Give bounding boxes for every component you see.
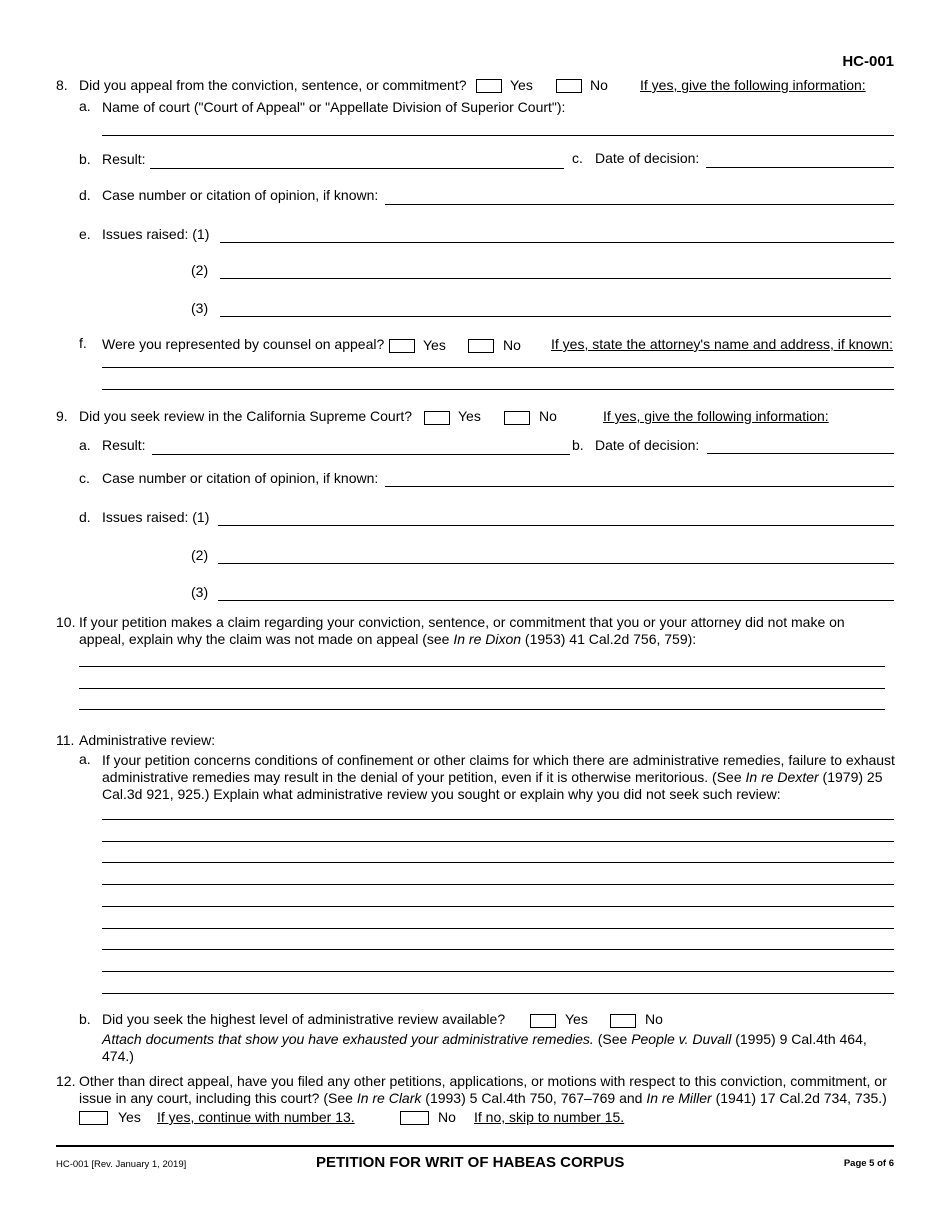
q9d-issue-1-field[interactable] [218,525,894,526]
q11a-answer-line-8[interactable] [102,971,894,972]
q9c-letter: c. [79,470,90,486]
q8e-issue-2-field[interactable] [220,278,891,279]
q9d-issue-2-field[interactable] [218,563,894,564]
q8-yes-checkbox[interactable] [476,79,502,93]
q12-case-name-2: In re Miller [646,1090,712,1106]
q8-if-yes-instruction: If yes, give the following information: [640,77,866,93]
q12-line-2-post: (1941) 17 Cal.2d 734, 735.) [711,1090,887,1106]
q11b-note-line-1 [102,1031,867,1047]
q8c-letter: c. [572,150,583,166]
q9d-issue-3-label: (3) [191,584,209,600]
q11a-line-2-post: (1979) 25 [818,769,883,785]
q8f-attorney-line-2[interactable] [102,389,894,390]
q9d-issue-3-field[interactable] [218,600,894,601]
q12-no-label: No [438,1109,456,1125]
q10-number: 10. [56,614,76,630]
q11b-no-checkbox[interactable] [610,1014,636,1028]
q10-line-2 [79,631,696,647]
footer-rule [56,1145,894,1147]
q9-if-yes-instruction: If yes, give the following information: [603,408,829,424]
q10-line-2-post: (1953) 41 Cal.2d 756, 759): [521,631,697,647]
q11b-yes-checkbox[interactable] [530,1014,556,1028]
q11-number: 11. [56,732,75,748]
q8f-no-checkbox[interactable] [468,339,494,353]
q8c-date-field[interactable] [706,167,894,168]
q12-no-checkbox[interactable] [400,1111,429,1125]
q11-title: Administrative review: [79,732,216,748]
q12-number: 12. [56,1073,76,1089]
q11a-letter: a. [79,751,91,767]
q8b-result-field[interactable] [150,168,564,169]
q11b-letter: b. [79,1011,91,1027]
q11a-answer-line-2[interactable] [102,841,894,842]
q10-answer-line-1[interactable] [79,666,885,667]
q11a-answer-line-1[interactable] [102,819,894,820]
q11b-note-pre: (See [593,1031,632,1047]
q11a-answer-line-5[interactable] [102,906,894,907]
q12-if-yes-instruction: If yes, continue with number 13. [157,1109,355,1125]
q9-no-checkbox[interactable] [504,411,530,425]
q12-case-name-1: In re Clark [356,1090,422,1106]
q8f-yes-checkbox[interactable] [389,339,415,353]
q11b-note-line-2: 474.) [102,1048,134,1064]
q8f-label: Were you represented by counsel on appeal? [102,336,385,352]
q12-line-1: Other than direct appeal, have you filed any other petitions, applications, or motions with respect to this conviction, commitment, or [79,1073,887,1089]
q11a-line-2 [102,769,882,785]
q11a-line-2-pre: administrative remedies may result in the denial of your petition, even if it is otherwise meritorious. (See [102,769,746,785]
q12-yes-label: Yes [118,1109,141,1125]
q8-no-checkbox[interactable] [556,79,582,93]
q8e-letter: e. [79,226,91,242]
q8f-no-label: No [503,337,521,353]
q8a-label: Name of court ("Court of Appeal" or "Appellate Division of Superior Court"): [102,99,566,115]
q11a-answer-line-3[interactable] [102,862,894,863]
q11a-answer-line-7[interactable] [102,949,894,950]
q8b-label: Result: [102,151,146,167]
q9b-date-field[interactable] [707,453,894,454]
q8e-issue-3-field[interactable] [220,316,891,317]
q8b-letter: b. [79,151,91,167]
q9b-letter: b. [572,437,584,453]
q11b-label: Did you seek the highest level of administrative review available? [102,1011,506,1027]
q11a-line-3: Cal.3d 921, 925.) Explain what administrative review you sought or explain why you did not seek such review: [102,786,781,802]
q11b-note-italic: Attach documents that show you have exhausted your administrative remedies. [102,1031,594,1047]
q10-case-name: In re Dixon [453,631,522,647]
q10-line-1: If your petition makes a claim regarding your conviction, sentence, or commitment that you or your attorney did not make on [79,614,845,630]
q11a-case-name: In re Dexter [745,769,819,785]
q11a-answer-line-4[interactable] [102,884,894,885]
q8a-court-name-field[interactable] [102,135,894,136]
q8a-letter: a. [79,98,91,114]
q9-yes-label: Yes [458,408,481,424]
q8e-label: Issues raised: (1) [102,226,210,242]
q8f-letter: f. [79,335,87,351]
q8-number: 8. [56,77,68,93]
q8e-issue-3-label: (3) [191,300,209,316]
q12-line-2-mid: (1993) 5 Cal.4th 750, 767–769 and [421,1090,647,1106]
q11b-no-label: No [645,1011,663,1027]
q8e-issue-1-field[interactable] [220,242,894,243]
q11a-answer-line-9[interactable] [102,993,894,994]
footer-page-number: Page 5 of 6 [843,1158,894,1169]
q8d-case-number-field[interactable] [385,204,894,205]
q12-line-2-pre: issue in any court, including this court? (See [79,1090,357,1106]
q9d-letter: d. [79,509,91,525]
form-id: HC-001 [842,53,894,70]
q9b-label: Date of decision: [595,437,700,453]
q11b-note-post: (1995) 9 Cal.4th 464, [731,1031,867,1047]
q8d-label: Case number or citation of opinion, if known: [102,187,379,203]
q11b-case-name: People v. Duvall [631,1031,732,1047]
q9c-label: Case number or citation of opinion, if known: [102,470,379,486]
q11b-yes-label: Yes [565,1011,588,1027]
q10-answer-line-2[interactable] [79,688,885,689]
footer-title: PETITION FOR WRIT OF HABEAS CORPUS [316,1154,625,1171]
q11a-answer-line-6[interactable] [102,928,894,929]
q8f-yes-label: Yes [423,337,446,353]
q10-line-2-pre: appeal, explain why the claim was not made on appeal (see [79,631,454,647]
q9-question: Did you seek review in the California Supreme Court? [79,408,413,424]
q8f-if-yes-instruction: If yes, state the attorney's name and address, if known: [551,336,893,352]
q9-no-label: No [539,408,557,424]
q9-number: 9. [56,408,68,424]
q8e-issue-2-label: (2) [191,262,209,278]
q8-question: Did you appeal from the conviction, sentence, or commitment? [79,77,467,93]
q8-yes-label: Yes [510,77,533,93]
footer-revision: HC-001 [Rev. January 1, 2019] [56,1159,187,1170]
q9d-issue-2-label: (2) [191,547,209,563]
q12-line-2 [79,1090,887,1106]
q9c-case-number-field[interactable] [385,486,894,487]
q10-answer-line-3[interactable] [79,709,885,710]
q8c-label: Date of decision: [595,150,700,166]
q9a-result-field[interactable] [152,454,570,455]
q11a-line-1: If your petition concerns conditions of confinement or other claims for which there are administrative remedies, failure to exhaust [102,752,895,768]
q9a-letter: a. [79,437,91,453]
q9-yes-checkbox[interactable] [424,411,450,425]
q12-if-no-instruction: If no, skip to number 15. [474,1109,625,1125]
q8-no-label: No [590,77,608,93]
q9a-label: Result: [102,437,146,453]
q9d-label: Issues raised: (1) [102,509,210,525]
q8f-attorney-line-1[interactable] [102,367,894,368]
q12-yes-checkbox[interactable] [79,1111,108,1125]
q8d-letter: d. [79,187,91,203]
